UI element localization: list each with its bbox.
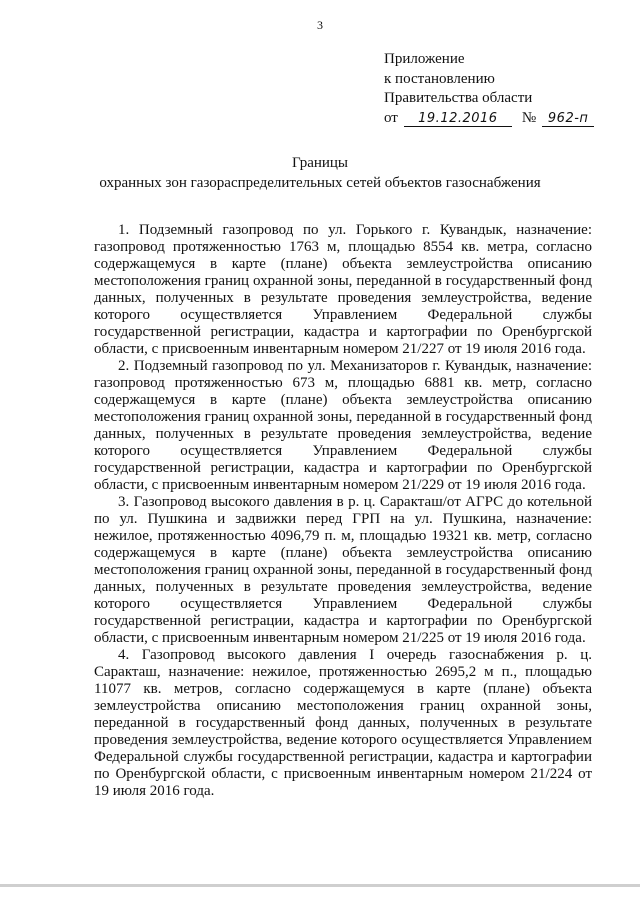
paragraph-1: 1. Подземный газопровод по ул. Горького г. Кувандык, назначение: газопровод протяженностью 1763 м, площадью 8554 кв. метра, согласно содержащемуся в карте (плане) объекта землеустройства описанию местоположения границ охранной зоны, переданной в государственный фонд данных, полученных в результате проведения землеустройства, ведение которого осуществляется Управлением Федеральной службы государственной регистрации, кадастра и картографии по Оренбургской области, с присвоенным инвентарным номером 21/227 от 19 июля 2016 года.: [94, 222, 592, 357]
appendix-header: [384, 50, 594, 128]
date-prefix: от: [384, 109, 398, 126]
paragraph-3: 3. Газопровод высокого давления в р. ц. Саракташ/от АГРС до котельной по ул. Пушкина и задвижки перед ГРП на ул. Пушкина, назначение: нежилое, протяженностью 4096,79 п. м, площадью 19321 кв. метр, согласно содержащемуся в карте (плане) объекта землеустройства описанию местоположения границ охранной зоны, переданной в государственный фонд данных, полученных в результате проведения землеустройства, ведение которого осуществляется Управлением Федеральной службы государственной регистрации, кадастра и картографии по Оренбургской области, с присвоенным инвентарным номером 21/225 от 19 июля 2016 года.: [94, 494, 592, 646]
page-number: 3: [317, 18, 323, 32]
appendix-line-3: Правительства области: [384, 90, 533, 106]
bottom-scan-edge: [0, 884, 640, 887]
title-line-2: охранных зон газораспределительных сетей объектов газоснабжения: [99, 175, 541, 191]
paragraph-4: 4. Газопровод высокого давления I очередь газоснабжения р. ц. Саракташ, назначение: нежилое, протяженностью 2695,2 м п., площадью 11077 кв. метров, согласно содержащемуся в карте (плане) объекта землеустройства описанию местоположения границ охранной зоны, переданной в государственный фонд данных, полученных в результате проведения землеустройства, ведение которого осуществляется Управлением Федеральной службы государственной регистрации, кадастра и картографии по Оренбургской области, с присвоенным инвентарным номером 21/224 от 19 июля 2016 года.: [94, 647, 592, 799]
document-title: [0, 153, 640, 193]
handwritten-number: 962-п: [542, 112, 594, 127]
appendix-date-number-row: [384, 109, 594, 129]
document-body: [94, 222, 592, 800]
handwritten-date: 19.12.2016: [404, 112, 512, 127]
paragraph-2: 2. Подземный газопровод по ул. Механизаторов г. Кувандык, назначение: газопровод протяженностью 673 м, площадью 6881 кв. метр, согласно содержащемуся в карте (плане) объекта землеустройства описанию местоположения границ охранной зоны, переданной в государственный фонд данных, полученных в результате проведения землеустройства, ведение которого осуществляется Управлением Федеральной службы государственной регистрации, кадастра и картографии по Оренбургской области, с присвоенным инвентарным номером 21/229 от 19 июля 2016 года.: [94, 358, 592, 493]
title-line-1: Границы: [291, 155, 349, 171]
appendix-line-1: Приложение: [384, 51, 465, 67]
number-label: №: [521, 109, 537, 126]
appendix-line-2: к постановлению: [384, 70, 495, 87]
